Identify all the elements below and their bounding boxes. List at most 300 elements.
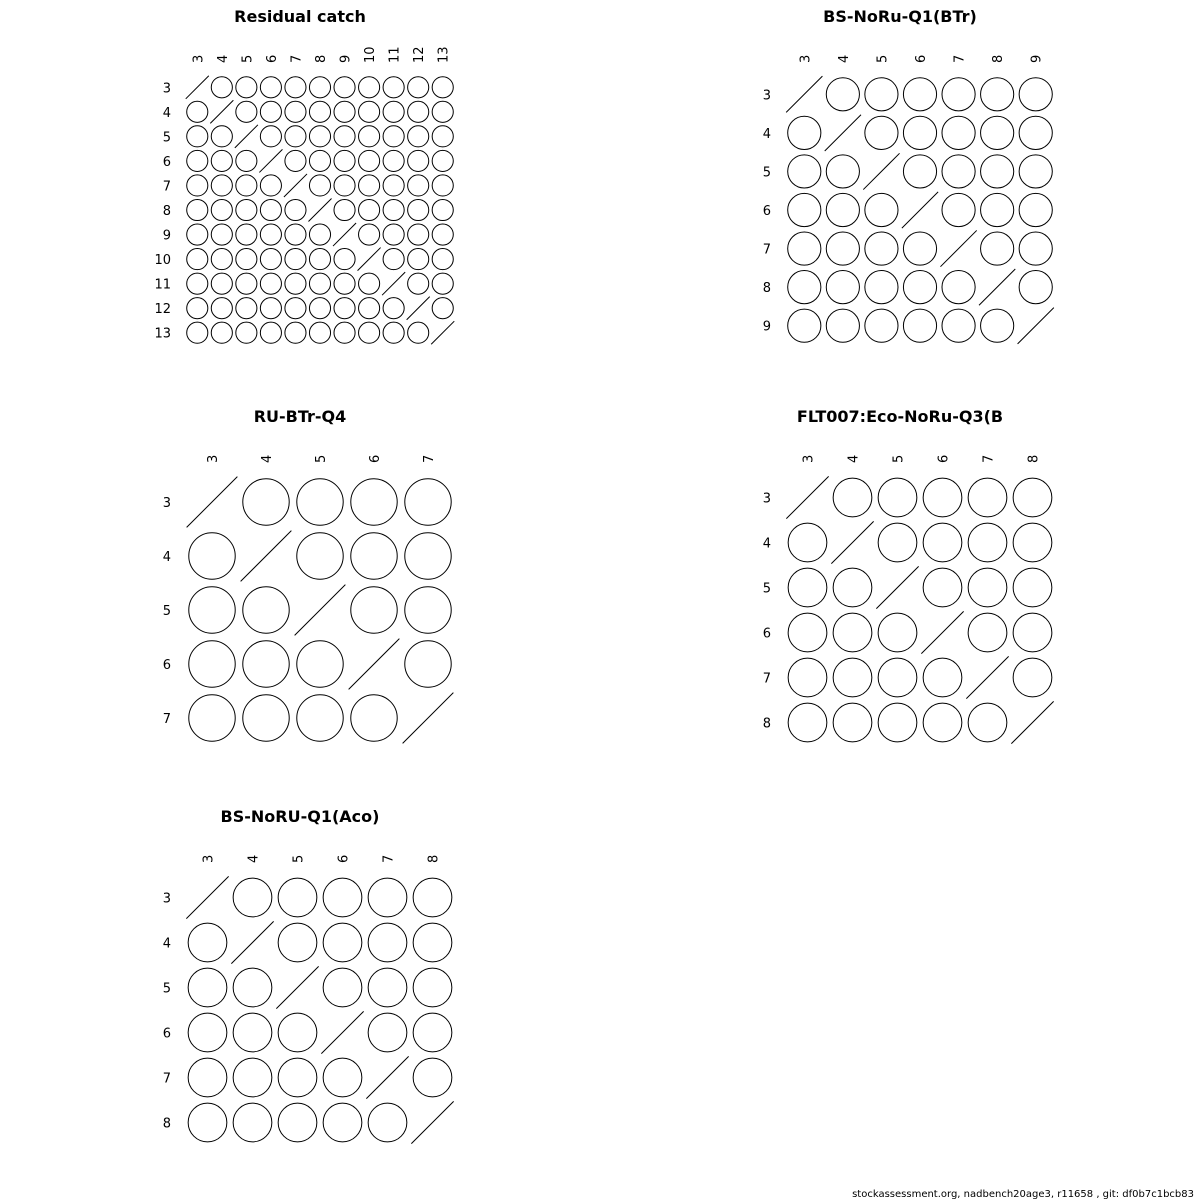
- diagonal-line: [333, 223, 356, 246]
- correlation-circle: [334, 77, 355, 98]
- correlation-circle: [334, 150, 355, 171]
- correlation-circle: [432, 150, 453, 171]
- panel-3: [763, 407, 1054, 744]
- correlation-circle: [968, 523, 1007, 562]
- diagonal-line: [786, 476, 828, 518]
- column-tick-label: 8: [314, 54, 329, 63]
- correlation-circle: [826, 155, 859, 188]
- row-tick-label: 5: [162, 981, 171, 997]
- correlation-circle: [278, 1013, 317, 1052]
- column-tick-label: 5: [240, 54, 256, 63]
- correlation-circle: [236, 298, 257, 319]
- correlation-circle: [334, 175, 355, 196]
- correlation-circle: [788, 116, 821, 149]
- correlation-circle: [188, 1058, 227, 1097]
- diagonal-line: [1018, 308, 1054, 344]
- row-tick-label: 3: [162, 496, 171, 511]
- correlation-circle: [383, 126, 404, 147]
- correlation-circle: [923, 568, 962, 607]
- correlation-circle: [236, 249, 257, 270]
- correlation-circle: [1013, 478, 1052, 517]
- column-tick-label: 8: [426, 854, 442, 863]
- row-tick-label: 13: [154, 326, 171, 342]
- correlation-circle: [334, 273, 355, 294]
- diagonal-line: [876, 566, 918, 608]
- correlation-circle: [323, 1103, 362, 1142]
- correlation-circle: [236, 150, 257, 171]
- diagonal-line: [186, 76, 209, 99]
- row-tick-label: 9: [162, 228, 171, 244]
- correlation-circle: [408, 101, 429, 122]
- correlation-circle: [383, 249, 404, 270]
- correlation-circle: [233, 878, 272, 917]
- row-tick-label: 7: [762, 671, 771, 687]
- correlation-circle: [942, 193, 975, 226]
- correlation-circle: [260, 126, 281, 147]
- correlation-circle: [432, 298, 453, 319]
- diagonal-line: [276, 966, 318, 1008]
- correlation-circle: [359, 77, 380, 98]
- correlation-circle: [865, 193, 898, 226]
- row-tick-label: 8: [762, 716, 771, 732]
- row-tick-label: 11: [154, 277, 171, 293]
- correlation-circle: [233, 968, 272, 1007]
- diagonal-line: [940, 230, 976, 266]
- row-tick-label: 7: [762, 242, 771, 258]
- correlation-circle: [788, 155, 821, 188]
- correlation-circle: [260, 224, 281, 245]
- panel-1: [763, 7, 1054, 344]
- correlation-circle: [408, 224, 429, 245]
- correlation-circle: [260, 199, 281, 220]
- correlation-circle: [278, 878, 317, 917]
- column-tick-label: 5: [291, 854, 307, 863]
- correlation-circle: [187, 199, 208, 220]
- correlation-circle: [260, 249, 281, 270]
- correlation-circle: [903, 271, 936, 304]
- correlation-circle: [878, 523, 917, 562]
- correlation-circle: [188, 1013, 227, 1052]
- correlation-circle: [368, 923, 407, 962]
- column-tick-label: 7: [422, 454, 437, 463]
- correlation-circle: [833, 658, 872, 697]
- correlation-circle: [243, 695, 289, 741]
- correlation-circle: [189, 587, 235, 633]
- correlation-circle: [278, 923, 317, 962]
- correlation-circle: [368, 968, 407, 1007]
- correlation-circle: [211, 273, 232, 294]
- diagonal-line: [259, 149, 282, 172]
- diagonal-line: [431, 321, 454, 344]
- correlation-circle: [359, 126, 380, 147]
- diagonal-line: [241, 531, 292, 582]
- diagonal-line: [187, 477, 238, 528]
- correlation-circle: [334, 298, 355, 319]
- correlation-circle: [903, 155, 936, 188]
- correlation-circle: [408, 126, 429, 147]
- column-tick-label: 7: [952, 54, 968, 63]
- correlation-circle: [188, 923, 227, 962]
- row-tick-label: 8: [762, 281, 771, 297]
- correlation-circle: [383, 322, 404, 343]
- row-tick-label: 3: [162, 891, 171, 907]
- correlation-circle: [865, 78, 898, 111]
- correlation-circle: [405, 479, 451, 525]
- correlation-circle: [285, 77, 306, 98]
- column-tick-label: 8: [1026, 454, 1042, 463]
- correlation-circle: [413, 923, 452, 962]
- correlation-circle: [1019, 78, 1052, 111]
- correlation-circle: [408, 249, 429, 270]
- column-tick-label: 10: [363, 46, 379, 63]
- correlation-circle: [359, 224, 380, 245]
- correlation-circle: [383, 77, 404, 98]
- correlation-circle: [260, 273, 281, 294]
- correlation-circle: [187, 150, 208, 171]
- correlation-circle: [1013, 658, 1052, 697]
- correlation-circle: [788, 193, 821, 226]
- correlation-circle: [968, 703, 1007, 742]
- diagonal-line: [366, 1056, 408, 1098]
- correlation-circle: [923, 658, 962, 697]
- correlation-circle: [408, 77, 429, 98]
- correlation-circle: [233, 1058, 272, 1097]
- correlation-circle: [383, 199, 404, 220]
- correlation-circle: [833, 613, 872, 652]
- column-tick-label: 6: [914, 54, 929, 63]
- row-tick-label: 5: [762, 165, 771, 181]
- column-tick-label: 3: [191, 54, 207, 63]
- correlation-circle: [243, 479, 289, 525]
- correlation-circle: [309, 249, 330, 270]
- correlation-circle: [981, 232, 1014, 265]
- correlation-circle: [309, 175, 330, 196]
- correlation-circle: [981, 309, 1014, 342]
- correlation-circle: [408, 273, 429, 294]
- correlation-circle: [188, 968, 227, 1007]
- column-tick-label: 6: [368, 454, 383, 463]
- correlation-circle: [1019, 116, 1052, 149]
- correlation-circle: [351, 587, 397, 633]
- correlation-circle: [187, 298, 208, 319]
- correlation-circle: [309, 322, 330, 343]
- correlation-circle: [351, 479, 397, 525]
- correlation-circle: [323, 878, 362, 917]
- diagonal-line: [411, 1101, 453, 1143]
- column-tick-label: 9: [338, 54, 354, 63]
- correlation-circle: [285, 126, 306, 147]
- correlation-circle: [865, 116, 898, 149]
- column-tick-label: 7: [981, 454, 997, 463]
- correlation-circle: [1019, 271, 1052, 304]
- correlation-circle: [1013, 523, 1052, 562]
- row-tick-label: 6: [162, 1026, 171, 1042]
- correlation-circle: [942, 78, 975, 111]
- correlation-circle: [981, 193, 1014, 226]
- correlation-circle: [236, 322, 257, 343]
- column-tick-label: 3: [798, 54, 814, 63]
- column-tick-label: 3: [801, 454, 817, 463]
- correlation-circle: [309, 273, 330, 294]
- column-tick-label: 4: [215, 54, 231, 63]
- diagonal-line: [966, 656, 1008, 698]
- correlation-circle: [413, 1058, 452, 1097]
- correlation-circle: [351, 533, 397, 579]
- diagonal-line: [902, 192, 938, 228]
- correlation-circle: [788, 658, 827, 697]
- correlation-circle: [826, 193, 859, 226]
- correlation-circle: [405, 533, 451, 579]
- correlation-circle: [432, 273, 453, 294]
- correlation-circle: [432, 249, 453, 270]
- column-tick-label: 4: [846, 454, 862, 463]
- column-tick-label: 5: [891, 454, 907, 463]
- correlation-circle: [260, 77, 281, 98]
- correlation-circle: [368, 1103, 407, 1142]
- correlation-circle: [413, 878, 452, 917]
- diagonal-line: [403, 693, 454, 744]
- correlation-circle: [981, 78, 1014, 111]
- correlation-circle: [903, 309, 936, 342]
- correlation-circle: [942, 155, 975, 188]
- correlation-circle: [408, 322, 429, 343]
- correlation-circle: [942, 271, 975, 304]
- correlation-circle: [413, 968, 452, 1007]
- diagonal-line: [1011, 701, 1053, 743]
- row-tick-label: 3: [762, 491, 771, 507]
- panel-title: BS-NoRu-Q1(BTr): [823, 7, 977, 26]
- correlation-circle: [788, 523, 827, 562]
- correlation-circle: [432, 101, 453, 122]
- panel-title: Residual catch: [234, 7, 366, 26]
- correlation-circle: [833, 703, 872, 742]
- correlation-circle: [359, 199, 380, 220]
- row-tick-label: 6: [162, 658, 171, 673]
- correlation-circle: [413, 1013, 452, 1052]
- correlation-circle: [865, 271, 898, 304]
- panel-title: BS-NoRU-Q1(Aco): [220, 807, 380, 826]
- correlation-circle: [285, 199, 306, 220]
- correlation-circle: [334, 322, 355, 343]
- diagonal-line: [831, 521, 873, 563]
- correlation-circle: [942, 116, 975, 149]
- correlation-circle: [788, 613, 827, 652]
- correlation-circle: [826, 271, 859, 304]
- correlation-circle: [211, 199, 232, 220]
- correlation-circle: [187, 322, 208, 343]
- correlation-circle: [432, 175, 453, 196]
- correlation-circle: [323, 923, 362, 962]
- row-tick-label: 4: [762, 126, 771, 142]
- correlation-circle: [359, 175, 380, 196]
- column-tick-label: 5: [314, 454, 329, 463]
- correlation-circle: [865, 309, 898, 342]
- correlation-circle: [187, 101, 208, 122]
- correlation-circle: [788, 232, 821, 265]
- row-tick-label: 4: [162, 936, 171, 952]
- footer-text: stockassessment.org, nadbench20age3, r11658 , git: df0b7c1bcb83: [852, 1189, 1194, 1200]
- correlation-circle: [903, 116, 936, 149]
- correlation-circle: [334, 199, 355, 220]
- correlation-circle: [368, 878, 407, 917]
- correlation-circle: [189, 533, 235, 579]
- correlation-circle: [187, 273, 208, 294]
- correlation-circle: [833, 478, 872, 517]
- correlation-circle: [233, 1013, 272, 1052]
- diagonal-line: [210, 100, 233, 123]
- correlation-circle: [285, 322, 306, 343]
- correlation-circle: [278, 1058, 317, 1097]
- column-tick-label: 12: [412, 46, 428, 63]
- column-tick-label: 7: [289, 54, 305, 63]
- correlation-circle: [878, 703, 917, 742]
- correlation-circle: [788, 271, 821, 304]
- correlation-circle: [923, 478, 962, 517]
- correlation-circle: [323, 968, 362, 1007]
- correlation-circle: [189, 641, 235, 687]
- diagonal-line: [349, 639, 400, 690]
- row-tick-label: 4: [762, 536, 771, 552]
- correlation-circle: [865, 232, 898, 265]
- correlation-circle: [788, 568, 827, 607]
- correlation-circle: [285, 101, 306, 122]
- panel-0: [154, 7, 454, 344]
- correlation-circle: [233, 1103, 272, 1142]
- column-tick-label: 13: [436, 46, 452, 63]
- panel-title: FLT007:Eco-NoRu-Q3(B: [796, 407, 1004, 426]
- column-tick-label: 3: [206, 454, 221, 463]
- row-tick-label: 7: [162, 179, 171, 195]
- correlation-circle: [359, 298, 380, 319]
- correlation-circle: [243, 641, 289, 687]
- correlation-circle: [1013, 568, 1052, 607]
- diagonal-line: [321, 1011, 363, 1053]
- correlation-circle: [285, 273, 306, 294]
- correlation-circle: [408, 150, 429, 171]
- correlation-circle: [383, 298, 404, 319]
- correlation-circle: [432, 224, 453, 245]
- row-tick-label: 4: [162, 105, 171, 121]
- correlation-circle: [297, 479, 343, 525]
- correlation-circle: [236, 199, 257, 220]
- correlation-circle: [878, 478, 917, 517]
- diagonal-line: [921, 611, 963, 653]
- correlation-circle: [285, 249, 306, 270]
- correlation-circle: [187, 224, 208, 245]
- correlation-circle: [942, 309, 975, 342]
- correlation-circle: [236, 77, 257, 98]
- column-tick-label: 6: [936, 454, 952, 463]
- correlation-circle: [878, 613, 917, 652]
- diagonal-line: [825, 115, 861, 151]
- diagonal-line: [186, 876, 228, 918]
- row-tick-label: 3: [162, 81, 171, 97]
- correlation-circle: [1019, 155, 1052, 188]
- correlation-circle: [309, 126, 330, 147]
- column-tick-label: 5: [875, 54, 891, 63]
- correlation-circle: [432, 77, 453, 98]
- column-tick-label: 8: [991, 54, 1007, 63]
- correlation-circle: [359, 150, 380, 171]
- correlation-circle: [334, 249, 355, 270]
- correlation-circle: [309, 101, 330, 122]
- correlation-circle: [334, 126, 355, 147]
- correlation-circle: [359, 273, 380, 294]
- diagonal-line: [863, 153, 899, 189]
- correlation-circle: [334, 101, 355, 122]
- correlation-circle: [923, 703, 962, 742]
- row-tick-label: 6: [162, 154, 171, 170]
- correlation-circle: [323, 1058, 362, 1097]
- correlation-circle: [1019, 193, 1052, 226]
- diagonal-line: [407, 297, 430, 320]
- correlation-circle: [297, 533, 343, 579]
- correlation-circle: [383, 224, 404, 245]
- row-tick-label: 10: [154, 253, 171, 269]
- correlation-circle: [826, 232, 859, 265]
- row-tick-label: 3: [762, 88, 771, 104]
- correlation-circle: [383, 150, 404, 171]
- correlation-circle: [211, 298, 232, 319]
- column-tick-label: 6: [336, 854, 352, 863]
- correlation-circle: [285, 224, 306, 245]
- diagonal-line: [284, 174, 307, 197]
- column-tick-label: 4: [836, 54, 852, 63]
- correlation-circle: [211, 249, 232, 270]
- correlation-circle: [309, 150, 330, 171]
- correlation-circle: [833, 568, 872, 607]
- correlation-circle: [260, 298, 281, 319]
- panel-title: RU-BTr-Q4: [253, 407, 347, 426]
- row-tick-label: 9: [762, 319, 771, 335]
- row-tick-label: 12: [154, 302, 171, 318]
- correlation-circle: [260, 322, 281, 343]
- correlation-circle: [405, 641, 451, 687]
- diagonal-line: [358, 248, 381, 271]
- panel-2: [163, 407, 454, 743]
- row-tick-label: 8: [162, 1116, 171, 1132]
- correlation-circle: [968, 568, 1007, 607]
- correlation-circle: [187, 249, 208, 270]
- row-tick-label: 6: [762, 204, 771, 219]
- correlation-circle: [297, 641, 343, 687]
- column-tick-label: 7: [381, 854, 397, 863]
- column-tick-label: 3: [201, 854, 217, 863]
- row-tick-label: 7: [162, 1071, 171, 1087]
- correlation-circle: [826, 78, 859, 111]
- correlation-circle: [359, 101, 380, 122]
- column-tick-label: 6: [264, 54, 280, 63]
- correlation-circle: [788, 309, 821, 342]
- row-tick-label: 5: [762, 581, 771, 597]
- correlation-circle: [968, 613, 1007, 652]
- correlation-circle: [903, 78, 936, 111]
- correlation-circle: [432, 126, 453, 147]
- column-tick-label: 4: [246, 854, 262, 863]
- correlation-circle: [826, 309, 859, 342]
- correlation-circle: [285, 150, 306, 171]
- correlation-circle: [188, 1103, 227, 1142]
- correlation-circle: [923, 523, 962, 562]
- panel-4: [163, 807, 454, 1144]
- diagonal-line: [295, 585, 346, 636]
- correlation-circle: [260, 175, 281, 196]
- diagonal-line: [979, 269, 1015, 305]
- correlation-circle: [383, 175, 404, 196]
- correlation-circle: [236, 175, 257, 196]
- correlation-circle: [309, 77, 330, 98]
- diagonal-line: [231, 921, 273, 963]
